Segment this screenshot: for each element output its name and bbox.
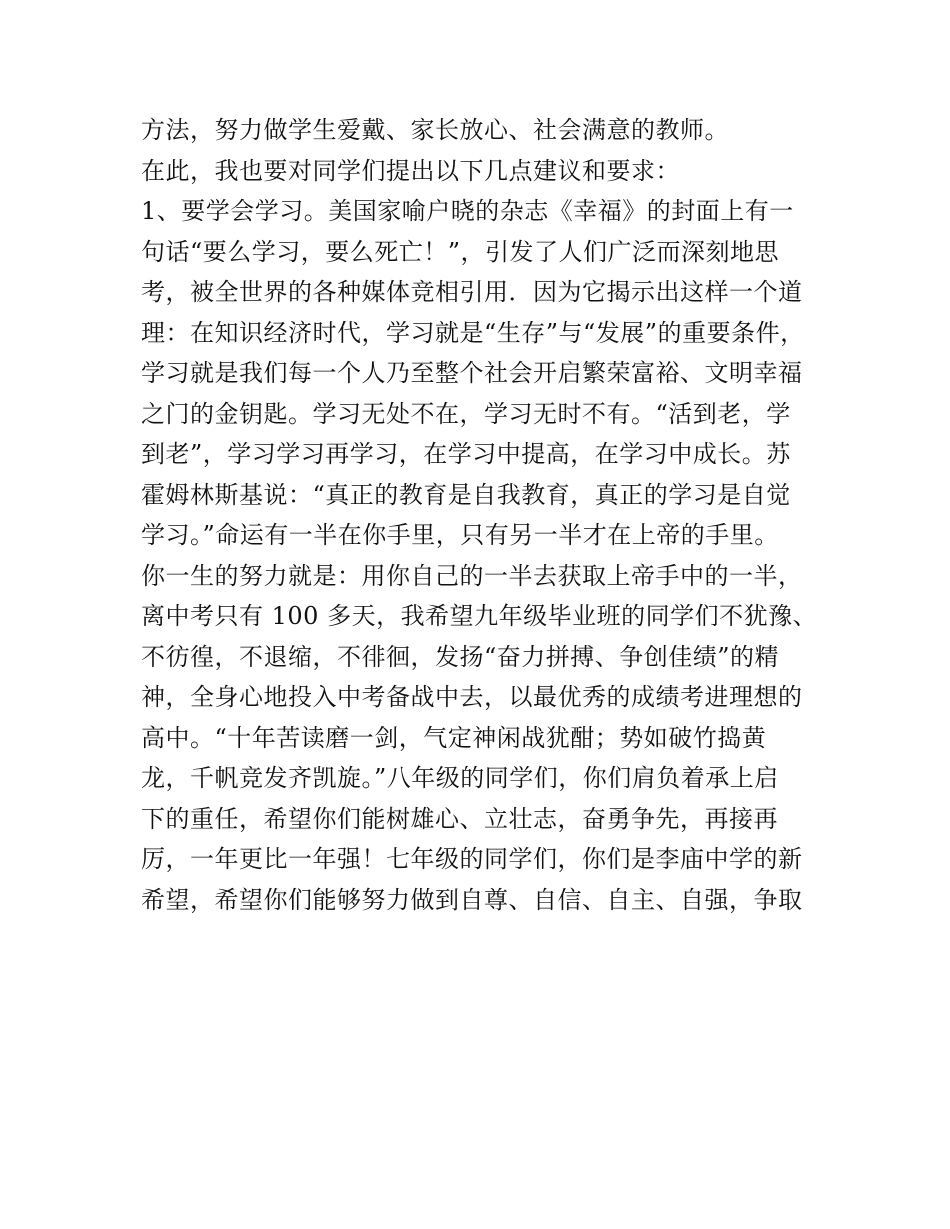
text-line: 离中考只有 100 多天，我希望九年级毕业班的同学们不犹豫、 <box>141 602 818 630</box>
text-line: 考，被全世界的各种媒体竞相引用．因为它揭示出这样一个道 <box>141 278 803 306</box>
text-line: 神，全身心地投入中考备战中去，以最优秀的成绩考进理想的 <box>141 683 803 711</box>
text-line: 之门的金钥匙。学习无处不在，学习无时不有。“活到老，学 <box>141 399 791 428</box>
text-line: 厉，一年更比一年强！七年级的同学们，你们是李庙中学的新 <box>141 845 803 873</box>
text-line: 不彷徨，不退缩，不徘徊，发扬“奋力拼搏、争创佳绩”的精 <box>141 642 780 671</box>
text-line: 学习就是我们每一个人乃至整个社会开启繁荣富裕、文明幸福 <box>141 359 803 387</box>
text-line: 在此，我也要对同学们提出以下几点建议和要求： <box>141 156 680 185</box>
text-line: 龙，千帆竞发齐凯旋。”八年级的同学们，你们肩负着承上启 <box>141 764 779 792</box>
text-line: 理：在知识经济时代，学习就是“生存”与“发展”的重要条件， <box>141 318 805 347</box>
text-line: 1、要学会学习。美国家喻户晓的杂志《幸福》的封面上有一 <box>141 197 794 225</box>
text-line: 你一生的努力就是：用你自己的一半去获取上帝手中的一半， <box>141 561 803 590</box>
text-line: 句话“要么学习，要么死亡！”，引发了人们广泛而深刻地思 <box>141 237 780 266</box>
text-line: 希望，希望你们能够努力做到自尊、自信、自主、自强，争取 <box>141 885 803 914</box>
text-line: 方法，努力做学生爱戴、家长放心、社会满意的教师。 <box>141 116 729 144</box>
text-line: 高中。“十年苦读磨一剑，气定神闲战犹酣；势如破竹捣黄 <box>141 723 767 752</box>
text-line: 霍姆林斯基说：“真正的教育是自我教育，真正的学习是自觉 <box>141 480 791 509</box>
text-line: 到老”，学习学习再学习，在学习中提高，在学习中成长。苏 <box>141 440 791 468</box>
body-text <box>141 110 821 920</box>
text-line: 学习。”命运有一半在你手里，只有另一半才在上帝的手里。 <box>141 521 779 549</box>
text-line: 下的重任，希望你们能树雄心、立壮志，奋勇争先，再接再 <box>141 804 778 833</box>
